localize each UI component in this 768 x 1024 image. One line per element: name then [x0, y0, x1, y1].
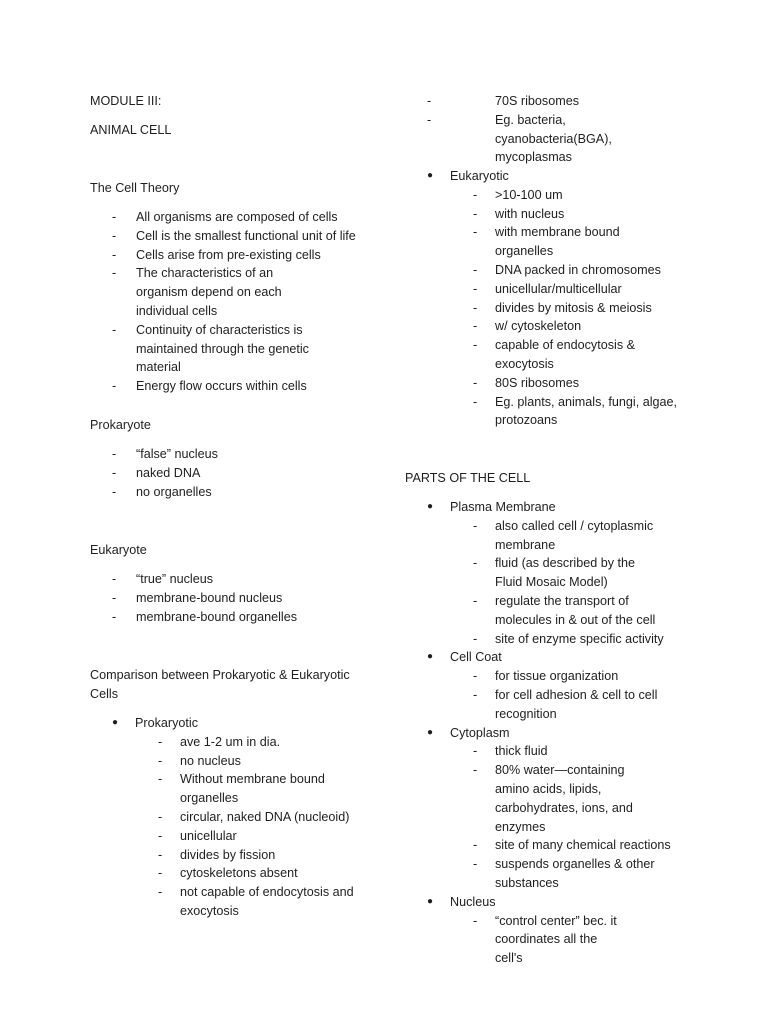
cell-coat-label: Cell Coat: [450, 650, 502, 665]
parts-of-the-cell-heading: PARTS OF THE CELL: [405, 471, 531, 485]
list-item: - Eg. bacteria, cyanobacteria(BGA), mycoplasmas: [405, 111, 655, 167]
list-item: - Continuity of characteristics is maintained through the genetic material: [90, 321, 365, 377]
eukaryotic-label: Eukaryotic: [450, 169, 509, 183]
list-item: - 80S ribosomes: [450, 374, 685, 393]
list-item: - thick fluid: [450, 742, 685, 761]
nucleus-label: Nucleus: [450, 894, 496, 909]
list-item: - for cell adhesion & cell to cell recognition: [450, 686, 685, 724]
list-item: - 80% water—containing amino acids, lipids, carbohydrates, ions, and enzymes: [450, 761, 685, 836]
list-item: - fluid (as described by the Fluid Mosaic Model): [450, 554, 685, 592]
eukaryote-heading: Eukaryote: [90, 543, 147, 557]
list-item: - ave 1-2 um in dia.: [135, 733, 375, 752]
list-item: [405, 724, 685, 893]
list-item: - no nucleus: [135, 752, 375, 771]
list-item: - DNA packed in chromosomes: [450, 261, 685, 280]
cell-theory-heading: The Cell Theory: [90, 181, 180, 195]
cytoplasm-label: Cytoplasm: [450, 725, 510, 740]
list-item: [90, 714, 375, 921]
list-item: - 70S ribosomes: [405, 92, 655, 111]
list-item: - Without membrane bound organelles: [135, 770, 375, 808]
list-item: - “true” nucleus: [90, 570, 375, 589]
list-item: - suspends organelles & other substances: [450, 855, 685, 893]
list-item: - membrane-bound organelles: [90, 608, 375, 627]
list-item: - circular, naked DNA (nucleoid): [135, 808, 375, 827]
list-item: - unicellular: [135, 827, 375, 846]
list-item: - with membrane bound organelles: [450, 223, 685, 261]
list-item: - not capable of endocytosis and exocytosis: [135, 883, 375, 921]
list-item: - “false” nucleus: [90, 445, 375, 464]
list-item: - with nucleus: [450, 205, 685, 224]
cell-coat-sublist: [450, 667, 685, 723]
module-title: MODULE III:: [90, 94, 162, 108]
page-subtitle: ANIMAL CELL: [90, 123, 172, 137]
eukaryotic-sublist: [450, 186, 685, 430]
list-item: - divides by fission: [135, 846, 375, 865]
prokaryote-list: [90, 445, 375, 501]
list-item: - cytoskeletons absent: [135, 864, 375, 883]
nucleus-sublist: [450, 912, 685, 968]
prokaryotic-continued-list: [405, 92, 655, 167]
list-item: - naked DNA: [90, 464, 375, 483]
list-item: - w/ cytoskeleton: [450, 317, 685, 336]
comparison-heading: Comparison between Prokaryotic & Eukaryotic Cells: [90, 668, 350, 701]
eukaryote-list: [90, 570, 375, 626]
list-item: - Cells arise from pre-existing cells: [90, 246, 365, 265]
list-item: - Eg. plants, animals, fungi, algae, protozoans: [450, 393, 685, 431]
list-item: - for tissue organization: [450, 667, 685, 686]
list-item: - capable of endocytosis & exocytosis: [450, 336, 685, 374]
list-item: - The characteristics of an organism depend on each individual cells: [90, 264, 365, 320]
list-item: - no organelles: [90, 483, 375, 502]
list-item: - Cell is the smallest functional unit of life: [90, 227, 365, 246]
comparison-list: [90, 714, 375, 921]
cell-theory-list: [90, 208, 365, 396]
list-item: - >10-100 um: [450, 186, 685, 205]
list-item: - site of enzyme specific activity: [450, 630, 685, 649]
list-item: [405, 648, 685, 723]
plasma-membrane-sublist: [450, 517, 685, 649]
list-item: - “control center” bec. it coordinates all the cell's: [450, 912, 685, 968]
parts-list: [405, 498, 685, 968]
prokaryotic-sublist: [135, 733, 375, 921]
list-item: [405, 498, 685, 648]
list-item: - Energy flow occurs within cells: [90, 377, 365, 396]
list-item: - also called cell / cytoplasmic membrane: [450, 517, 685, 555]
prokaryote-heading: Prokaryote: [90, 418, 151, 432]
prokaryotic-label: Prokaryotic: [135, 716, 198, 730]
list-item: - site of many chemical reactions: [450, 836, 685, 855]
list-item: - All organisms are composed of cells: [90, 208, 365, 227]
list-item: - membrane-bound nucleus: [90, 589, 375, 608]
list-item: - unicellular/multicellular: [450, 280, 685, 299]
list-item: - divides by mitosis & meiosis: [450, 299, 685, 318]
list-item: - regulate the transport of molecules in & out of the cell: [450, 592, 685, 630]
cytoplasm-sublist: [450, 742, 685, 892]
list-item: [405, 167, 685, 430]
list-item: [405, 893, 685, 968]
eukaryotic-block: [405, 167, 685, 430]
plasma-membrane-label: Plasma Membrane: [450, 500, 556, 514]
